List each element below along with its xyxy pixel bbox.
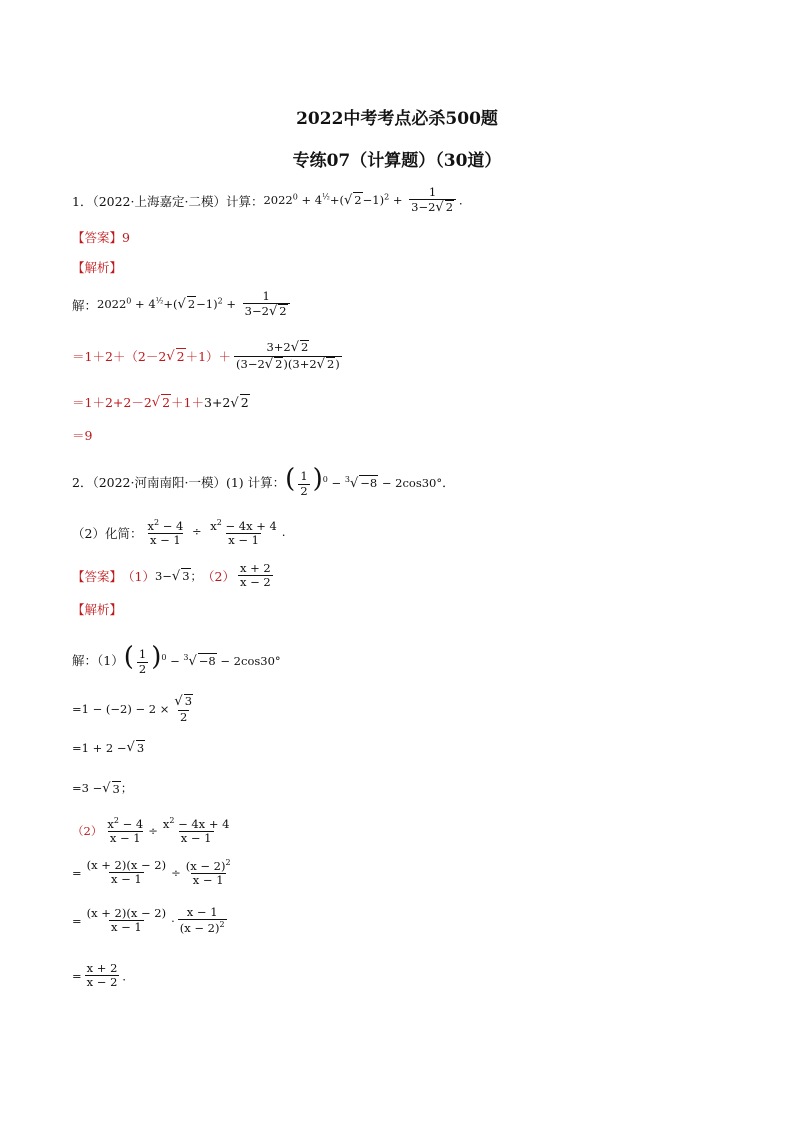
document-subtitle: 专练07（计算题）（30道） bbox=[292, 151, 502, 171]
q1-step2: ＝1＋2+2－2 √ 2 ＋1＋ 3+2√ 2 bbox=[72, 394, 249, 411]
q1-answer bbox=[72, 228, 130, 246]
q1-line bbox=[72, 186, 471, 216]
q2-prefix: 2．（2022·河南南阳·一模）(1) 计算： bbox=[72, 474, 286, 490]
answer-label: 【答案】 bbox=[72, 230, 123, 245]
answer-part1: （1） bbox=[122, 568, 155, 584]
q2-step1: =1 − (−2) − 2 × $\frac{√ 3}{2}$ bbox=[72, 694, 193, 724]
q2-answer: 【答案】 （1） 3−√ 3； （2） $\frac{x + 2}{x - 2}$ bbox=[72, 561, 271, 590]
p2-prefix: （2） bbox=[72, 823, 103, 838]
answer-value1: 3−√ 3； bbox=[154, 568, 203, 584]
answer-value: 9 bbox=[122, 229, 130, 245]
q1-step3: ＝9 bbox=[72, 428, 93, 443]
q2-analysis-label: 【解析】 bbox=[72, 602, 123, 617]
q2-step4: = $\frac{(x + 2)(x - 2)}{x - 1}$ ÷ $\frac{(x - 2)^2}{x - 1}$ bbox=[72, 857, 231, 888]
solution-prefix: 解： bbox=[72, 298, 98, 314]
q2-step2: =1 + 2 − √ 3 bbox=[72, 740, 145, 755]
q2-step6: = $\frac{x + 2}{x - 2}$ ． bbox=[72, 961, 134, 990]
q2-line: 2．（2022·河南南阳·一模）(1) 计算： ( $\frac{1}{2}$ )$^0$ − $^3$√ −8 − 2cos30° ． bbox=[72, 464, 455, 498]
q2-expression2: $\frac{x^2 - 4}{x - 1}$ ÷ $\frac{x^2 - 4x + 4}{x - 1}$ ． bbox=[147, 518, 294, 548]
q1-analysis-label: 【解析】 bbox=[72, 260, 123, 275]
answer-label: 【答案】 bbox=[72, 568, 123, 584]
q2-solution-line: 解：（1） ( $\frac{1}{2}$ )$^0$ − $^3$√ −8 − 2cos30° bbox=[72, 642, 281, 676]
q2-step5: = $\frac{(x + 2)(x - 2)}{x - 1}$ · $\frac{x - 1}{(x - 2)^2}$ bbox=[72, 905, 225, 936]
q1-expression: $2022^0 + 4^{\frac{1}{2}}+(√$ 2−1)$^2$ + $\frac{1}{3-2√ 2}$ ． bbox=[263, 185, 471, 216]
document-title: 2022中考考点必杀500题 bbox=[296, 109, 498, 129]
q2-step3: =3 − √ 3 ； bbox=[72, 780, 133, 796]
q1-prefix: 1．（2022·上海嘉定·二模）计算： bbox=[72, 194, 264, 210]
q1-solution-expr: $2022^0 + 4^{\frac{1}{2}}+(√$ 2−1)$^2$ + $\frac{1}{3-2√ 2}$ bbox=[97, 290, 293, 320]
q2-part2 bbox=[72, 518, 293, 547]
q2-part2-solution: （2） $\frac{x^2 - 4}{x - 1}$ ÷ $\frac{x^2 - 4x + 4}{x - 1}$ bbox=[72, 816, 230, 846]
answer-part2: （2） bbox=[202, 568, 235, 584]
q1-step1: ＝1＋2＋（2－2 √ 2 ＋1）＋ $\frac{3+2√ 2}{(3-2√ 2)(3+2√ 2)}$ bbox=[72, 340, 340, 372]
q2-part2-prefix: （2）化简： bbox=[72, 525, 143, 541]
solution-prefix: 解：（1） bbox=[72, 652, 124, 668]
q2-expression1: ( $\frac{1}{2}$ )$^0$ − $^3$√ −8 − 2cos30° bbox=[285, 464, 443, 498]
q1-solution-line bbox=[72, 290, 293, 320]
